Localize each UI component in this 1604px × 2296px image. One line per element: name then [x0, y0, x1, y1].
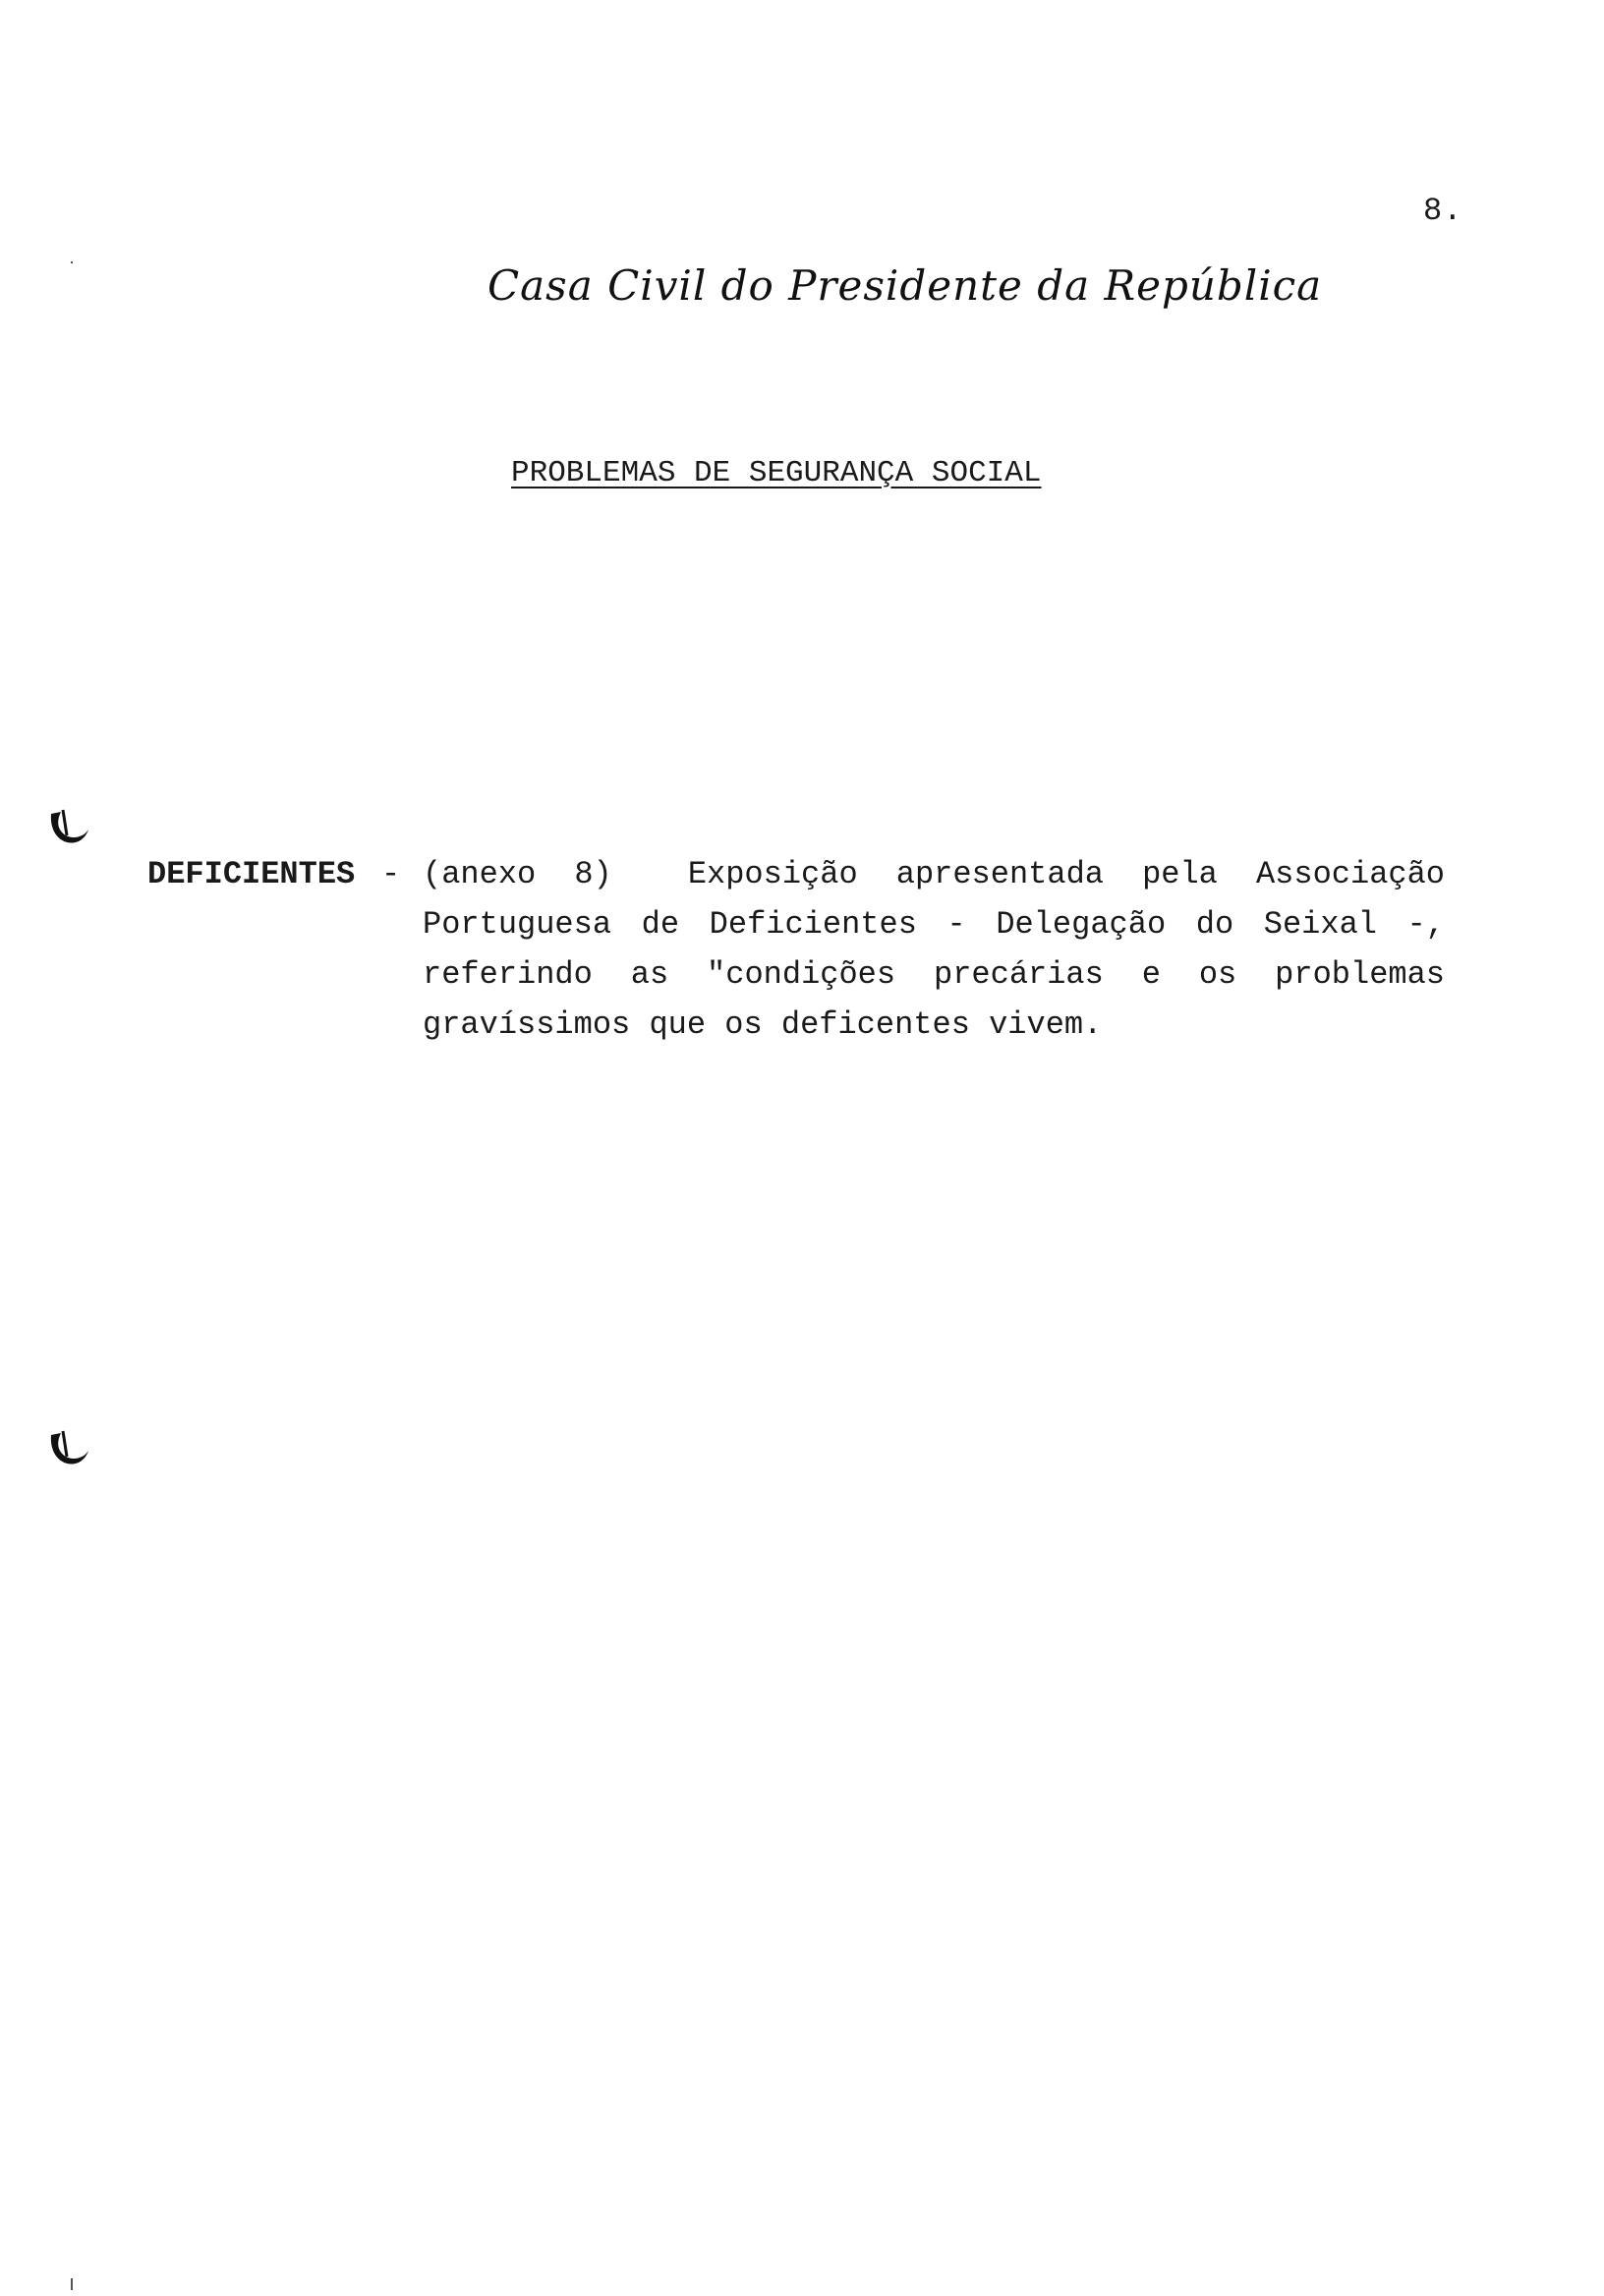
binder-hole-icon — [45, 1427, 92, 1474]
entry-text: Exposição apresentada pela Associação Portuguesa de Deficientes - Delegação do Seixal -, referindo as "condições precárias e os problemas gravíssimos que os deficentes vivem. — [423, 856, 1445, 1043]
entry-label: DEFICIENTES — [147, 856, 356, 892]
page-number: 8. — [1423, 193, 1463, 229]
letterhead: Casa Civil do Presidente da República — [487, 261, 1323, 310]
margin-tick-bottom — [71, 2278, 73, 2290]
binder-hole-icon — [45, 806, 92, 853]
entry-annex: (anexo 8) — [423, 856, 612, 892]
entry-dash: - — [381, 856, 401, 892]
entry-body — [423, 849, 1445, 1050]
section-title: PROBLEMAS DE SEGURANÇA SOCIAL — [511, 456, 1042, 490]
margin-tick-top — [71, 261, 73, 263]
